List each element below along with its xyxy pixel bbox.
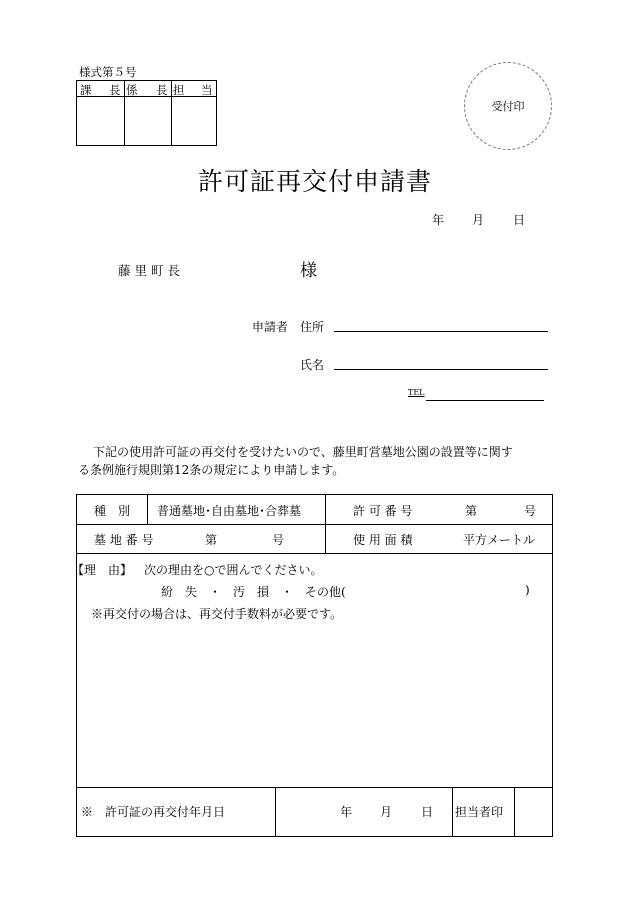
permit-number-prefix: 第 bbox=[465, 504, 478, 518]
approval-label: 課 bbox=[80, 83, 92, 97]
reason-close-paren: ) bbox=[525, 583, 530, 597]
tel-label: TEL bbox=[408, 388, 425, 397]
approval-label: 長 bbox=[109, 83, 121, 97]
lot-number-label: 墓 地 番 号 bbox=[94, 533, 154, 547]
form-number: 様式第５号 bbox=[79, 65, 137, 79]
approval-col-section-chief bbox=[77, 81, 125, 145]
approval-label: 担 bbox=[173, 83, 185, 97]
date-day: 日 bbox=[513, 213, 526, 227]
page-title: 許可証再交付申請書 bbox=[197, 167, 432, 196]
table-divider bbox=[77, 524, 552, 525]
applicant-label: 申請者 bbox=[252, 320, 289, 334]
table-divider bbox=[77, 787, 552, 788]
body-text-line1: 下記の使用許可証の再交付を受けたいので、藤里町営墓地公園の設置等に関す bbox=[93, 445, 513, 459]
approval-label: 当 bbox=[201, 83, 213, 97]
approval-box bbox=[76, 80, 217, 146]
lot-number-prefix: 第 bbox=[205, 533, 218, 547]
table-divider bbox=[275, 787, 276, 836]
addressee-honorific: 様 bbox=[300, 261, 317, 281]
addressee-name: 藤 里 町 長 bbox=[118, 263, 180, 278]
permit-number-suffix: 号 bbox=[524, 504, 537, 518]
approval-col-staff bbox=[171, 81, 216, 145]
staff-seal-label: 担当者印 bbox=[455, 805, 504, 819]
application-table bbox=[72, 494, 553, 837]
address-field[interactable] bbox=[334, 331, 548, 332]
table-divider bbox=[147, 495, 148, 524]
type-label: 種 別 bbox=[94, 504, 131, 518]
reissue-date-label: ※ 許可証の再交付年月日 bbox=[81, 805, 226, 819]
reason-instruction: 次の理由を○で囲んでください。 bbox=[144, 563, 323, 577]
table-divider bbox=[452, 787, 453, 836]
reason-options[interactable]: 紛 失 ・ 汚 損 ・ その他( bbox=[161, 585, 346, 599]
approval-col-chief bbox=[124, 81, 172, 145]
reissue-date-month: 月 bbox=[380, 805, 393, 819]
body-text-line2: る条例施行規則第12条の規定により申請します。 bbox=[78, 463, 345, 477]
table-divider bbox=[325, 495, 326, 553]
reason-note: ※再交付の場合は、再交付手数料が必要です。 bbox=[91, 607, 343, 621]
reissue-date-year: 年 bbox=[340, 805, 353, 819]
reason-label: 【理 由】 bbox=[72, 563, 133, 577]
table-divider bbox=[514, 787, 515, 836]
reissue-date-day: 日 bbox=[421, 805, 434, 819]
type-options[interactable]: 普通墓地･自由墓地･合葬墓 bbox=[157, 504, 302, 518]
permit-number-label: 許 可 番 号 bbox=[353, 504, 413, 518]
address-label: 住所 bbox=[300, 320, 325, 334]
reception-stamp-label: 受付印 bbox=[491, 100, 525, 113]
date-year: 年 bbox=[432, 213, 445, 227]
approval-label: 長 bbox=[156, 83, 168, 97]
usage-area-unit: 平方メートル bbox=[463, 533, 536, 547]
lot-number-suffix: 号 bbox=[272, 533, 285, 547]
tel-field[interactable] bbox=[426, 400, 544, 401]
approval-label: 係 bbox=[126, 83, 138, 97]
name-label: 氏名 bbox=[300, 358, 325, 372]
date-month: 月 bbox=[472, 213, 485, 227]
name-field[interactable] bbox=[334, 369, 548, 370]
usage-area-label: 使 用 面 積 bbox=[353, 533, 413, 547]
table-divider bbox=[77, 553, 552, 554]
reception-stamp-circle bbox=[464, 62, 552, 150]
